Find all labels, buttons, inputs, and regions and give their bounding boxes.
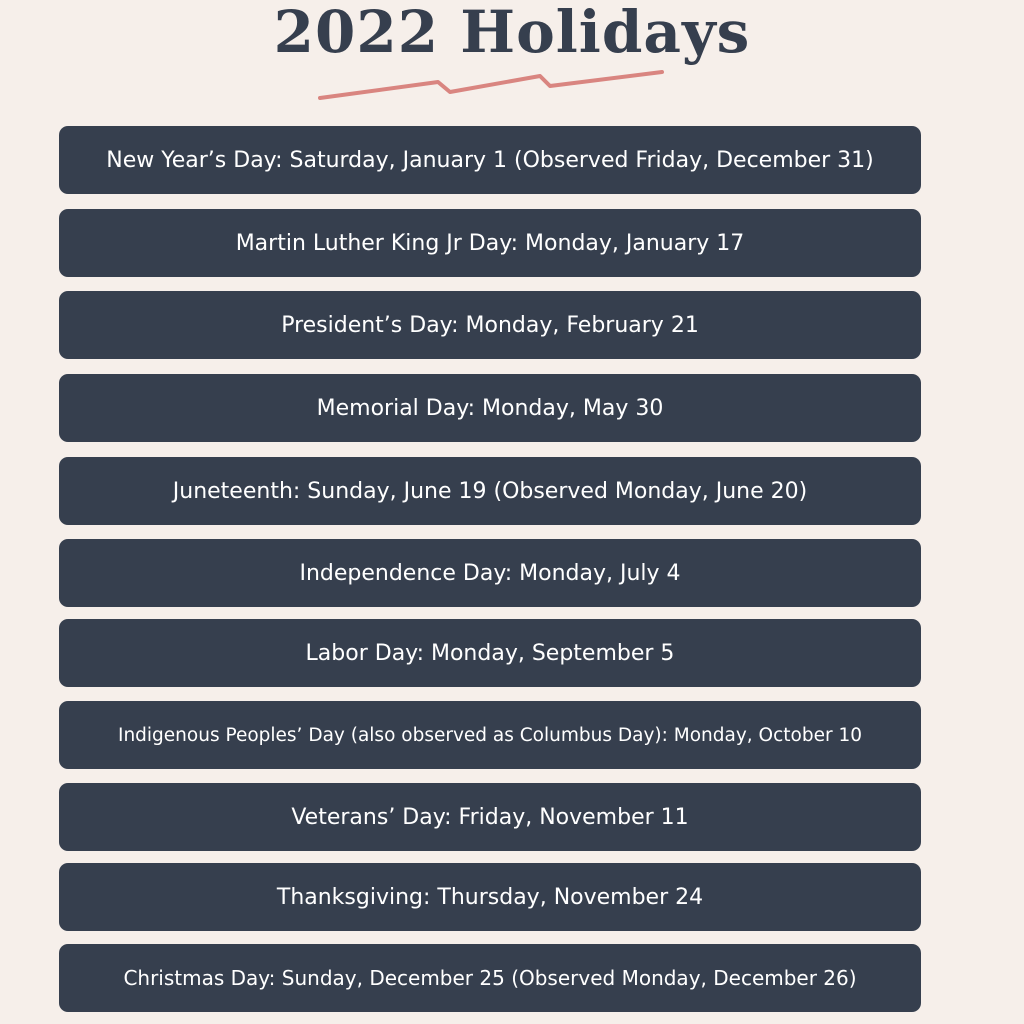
holiday-text: Labor Day: Monday, September 5: [305, 640, 675, 666]
holiday-text: Veterans’ Day: Friday, November 11: [291, 804, 689, 830]
decorative-squiggle-icon: [318, 68, 664, 104]
holiday-text: Martin Luther King Jr Day: Monday, January 17: [235, 230, 745, 256]
holiday-text: Independence Day: Monday, July 4: [299, 560, 681, 586]
holiday-text: New Year’s Day: Saturday, January 1 (Observed Friday, December 31): [106, 147, 874, 173]
holiday-item-mlk-day: [59, 209, 921, 277]
holiday-item-christmas-day: [59, 944, 921, 1012]
holiday-item-veterans-day: [59, 783, 921, 851]
holiday-text: Indigenous Peoples’ Day (also observed as Columbus Day): Monday, October 10: [117, 724, 862, 746]
holiday-item-new-years-day: [59, 126, 921, 194]
holiday-text: President’s Day: Monday, February 21: [281, 312, 699, 338]
page-title: 2022 Holidays: [273, 0, 751, 66]
holiday-item-thanksgiving: [59, 863, 921, 931]
holiday-item-memorial-day: [59, 374, 921, 442]
holiday-item-labor-day: [59, 619, 921, 687]
holiday-text: Juneteenth: Sunday, June 19 (Observed Monday, June 20): [172, 478, 808, 504]
holiday-item-independence-day: [59, 539, 921, 607]
holiday-item-juneteenth: [59, 457, 921, 525]
holiday-text: Christmas Day: Sunday, December 25 (Observed Monday, December 26): [123, 966, 857, 990]
holiday-text: Memorial Day: Monday, May 30: [316, 395, 664, 421]
holiday-text: Thanksgiving: Thursday, November 24: [276, 884, 704, 910]
holiday-item-indigenous-peoples-day: [59, 701, 921, 769]
holiday-item-presidents-day: [59, 291, 921, 359]
